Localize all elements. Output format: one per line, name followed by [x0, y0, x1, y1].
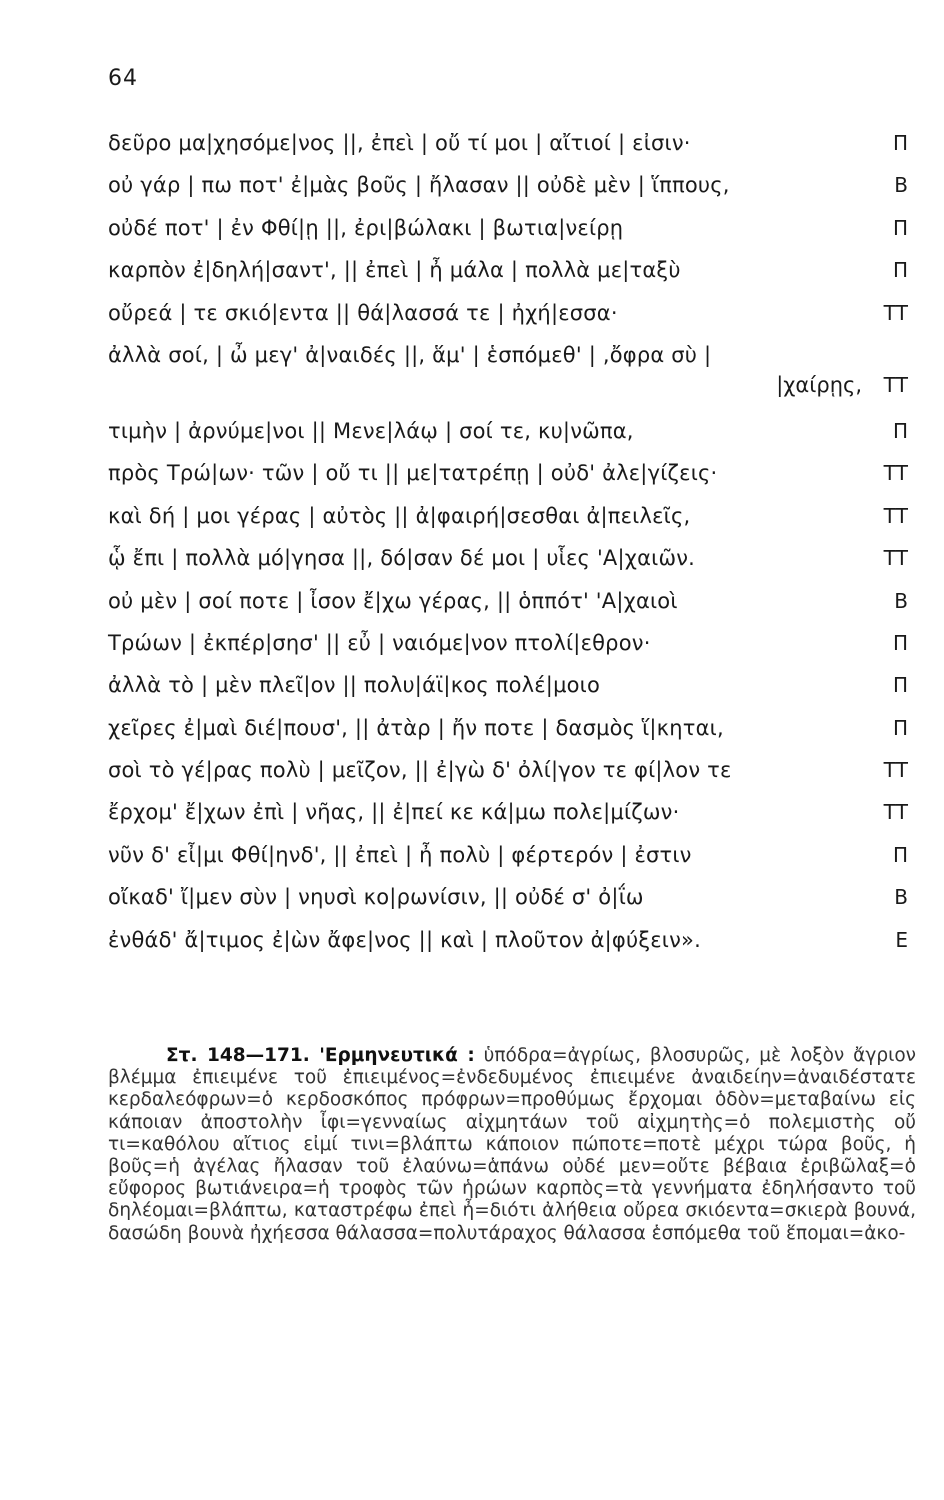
verse-text: οὐ μὲν | σοί ποτε | ἶσον ἔ|χω γέρας, || ὁππότ' 'Α|χαιοὶ: [108, 588, 678, 613]
verse-line: [108, 452, 908, 494]
verse-line: [108, 122, 908, 164]
verse-metric: Π: [892, 215, 908, 240]
verse-text: πρὸς Τρώ|ων· τῶν | οὔ τι || με|τατρέπῃ | οὐδ' ἀλε|γίζεις·: [108, 461, 718, 486]
verse-text: οὔρεά | τε σκιό|εντα || θά|λασσά τε | ἠχή|εσσα·: [108, 300, 618, 325]
verse-text: καρπὸν ἐ|δηλή|σαντ', || ἐπεὶ | ἦ μάλα | πολλὰ με|ταξὺ: [108, 258, 681, 283]
verse-text: ἀλλὰ τὸ | μὲν πλεῖ|ον || πολυ|άϊ|κος πολέ|μοιο: [108, 673, 601, 698]
verse-text: ἔρχομ' ἔ|χων ἐπὶ | νῆας, || ἐ|πεί κε κά|μω πολε|μίζων·: [108, 800, 680, 825]
verse-metric: ΤΤ: [883, 372, 908, 397]
verse-metric: ΤΤ: [883, 503, 908, 528]
verse-line: [108, 749, 908, 791]
verse-metric: ΤΤ: [883, 300, 908, 325]
verse-text: Τρώων | ἐκπέρ|σησ' || εὖ | ναιόμε|νον πτολί|εθρον·: [108, 630, 651, 655]
verse-line: [108, 580, 908, 622]
verse-metric: Π: [892, 630, 908, 655]
verse-metric: Ε: [895, 927, 908, 952]
verse-text: σοὶ τὸ γέ|ρας πολὺ | μεῖζον, || ἐ|γὼ δ' ὀλί|γον τε φί|λον τε: [108, 758, 732, 783]
verse-text: καὶ δή | μοι γέρας | αὐτὸς || ἀ|φαιρή|σεσθαι ἀ|πειλεῖς,: [108, 503, 691, 528]
verse-line: [108, 537, 908, 579]
verse-metric: Β: [894, 588, 908, 613]
commentary-heading: Στ. 148—171. 'Ερμηνευτικά :: [166, 1045, 475, 1066]
verse-line: [108, 834, 908, 876]
verse-metric: Β: [894, 173, 908, 198]
verse-text: ἐνθάδ' ἄ|τιμος ἐ|ὼν ἄφε|νος || καὶ | πλοῦτον ἀ|φύξειν».: [108, 927, 701, 952]
verse-text: ᾧ ἔπι | πολλὰ μό|γησα ||, δό|σαν δέ μοι | υἷες 'Α|χαιῶν.: [108, 546, 696, 571]
verse-line: [108, 164, 908, 206]
verse-metric: Π: [892, 418, 908, 443]
commentary-block: [108, 1045, 916, 1245]
verse-metric: ΤΤ: [883, 461, 908, 486]
verse-line: [108, 707, 908, 749]
verse-metric: Π: [892, 131, 908, 155]
verse-text: ἀλλὰ σοί, | ὦ μεγ' ἀ|ναιδές ||, ἅμ' | ἑσπόμεθ' | ,ὄφρα σὺ |: [108, 342, 712, 367]
verse-text: οὐ γάρ | πω ποτ' ἐ|μὰς βοῦς | ἤλασαν || οὐδὲ μὲν | ἵππους,: [108, 173, 730, 198]
page-number: 64: [108, 66, 138, 91]
verse-metric: ΤΤ: [883, 546, 908, 571]
verse-metric: Π: [892, 673, 908, 698]
verse-text: οὐδέ ποτ' | ἐν Φθί|ῃ ||, ἐρι|βώλακι | βωτια|νείρῃ: [108, 215, 624, 240]
verse-metric: Β: [894, 885, 908, 910]
verse-line: [108, 664, 908, 706]
verse-line: [108, 876, 908, 918]
verse-metric: ΤΤ: [883, 758, 908, 783]
verse-continuation: |χαίρῃς,: [776, 372, 862, 397]
verse-text: νῦν δ' εἶ|μι Φθί|ηνδ', || ἐπεὶ | ἦ πολὺ | φέρτερόν | ἐστιν: [108, 842, 692, 867]
verse-line: [108, 207, 908, 249]
verse-metric: ΤΤ: [883, 800, 908, 825]
verse-text: χεῖρες ἐ|μαὶ διέ|πουσ', || ἀτὰρ | ἤν ποτε | δασμὸς ἵ|κηται,: [108, 715, 724, 740]
verse-text: οἴκαδ' ἴ|μεν σὺν | νηυσὶ κο|ρωνίσιν, || οὐδέ σ' ὀ|ΐω: [108, 885, 644, 910]
verse-line: [108, 334, 908, 410]
verse-metric: Π: [892, 715, 908, 740]
commentary-text: ὑπόδρα=ἀγρίως, βλοσυρῶς, μὲ λοξὸν ἄγριον βλέμμα ἐπιειμένε τοῦ ἐπιειμένος=ἐνδεδυμένος ἐπιειμένε ἀναιδείην=ἀναιδέστατε κερδαλεόφρων=ὁ κερδοσκόπος πρόφρων=προθύμως ἔρχομαι ὁδὸν=μεταβαίνω εἰς κάποιαν ἀποστολὴν ἶφι=γενναίως αἰχμητάων τοῦ αἰχμητὴς=ὁ πολεμιστὴς οὔ τι=καθόλου αἴτιος εἰμί τινι=βλάπτω κάποιον πώποτε=ποτὲ μέχρι τώρα βοῦς, ἡ βοῦς=ἡ ἀγέλας ἤλασαν τοῦ ἐλαύνω=ἁπάνω οὐδέ μεν=οὔτε βέβαια ἐριβῶλαξ=ὁ εὔφορος βωτιάνειρα=ἡ τροφὸς τῶν ἡρώων καρπὸς=τὰ γεννήματα ἐδηλήσαντο τοῦ δηλέομαι=βλάπτω, καταστρέφω ἐπεὶ ἦ=διότι ἀλήθεια οὔρεα σκιόεντα=σκιερὰ βουνά, δασώδη βουνὰ ἠχήεσσα θάλασσα=πολυτάραχος θάλασσα ἑσπόμεθα τοῦ ἕπομαι=ἀκο-: [108, 1045, 916, 1244]
verse-line: [108, 495, 908, 537]
verse-text: τιμὴν | ἀρνύμε|νοι || Μενε|λάῳ | σοί τε, κυ|νῶπα,: [108, 418, 634, 443]
verse-line: [108, 249, 908, 291]
verse-metric: Π: [892, 258, 908, 283]
verse-line: [108, 622, 908, 664]
verse-line: [108, 410, 908, 452]
verse-line: [108, 919, 908, 961]
verse-text: δεῦρο μα|χησόμε|νος ||, ἐπεὶ | οὔ τί μοι | αἴτιοί | εἰσιν·: [108, 131, 691, 155]
verse-metric: Π: [892, 842, 908, 867]
verse-line: [108, 791, 908, 833]
verse-block: [108, 122, 908, 961]
commentary-paragraph: [108, 1045, 916, 1245]
verse-line: [108, 292, 908, 334]
